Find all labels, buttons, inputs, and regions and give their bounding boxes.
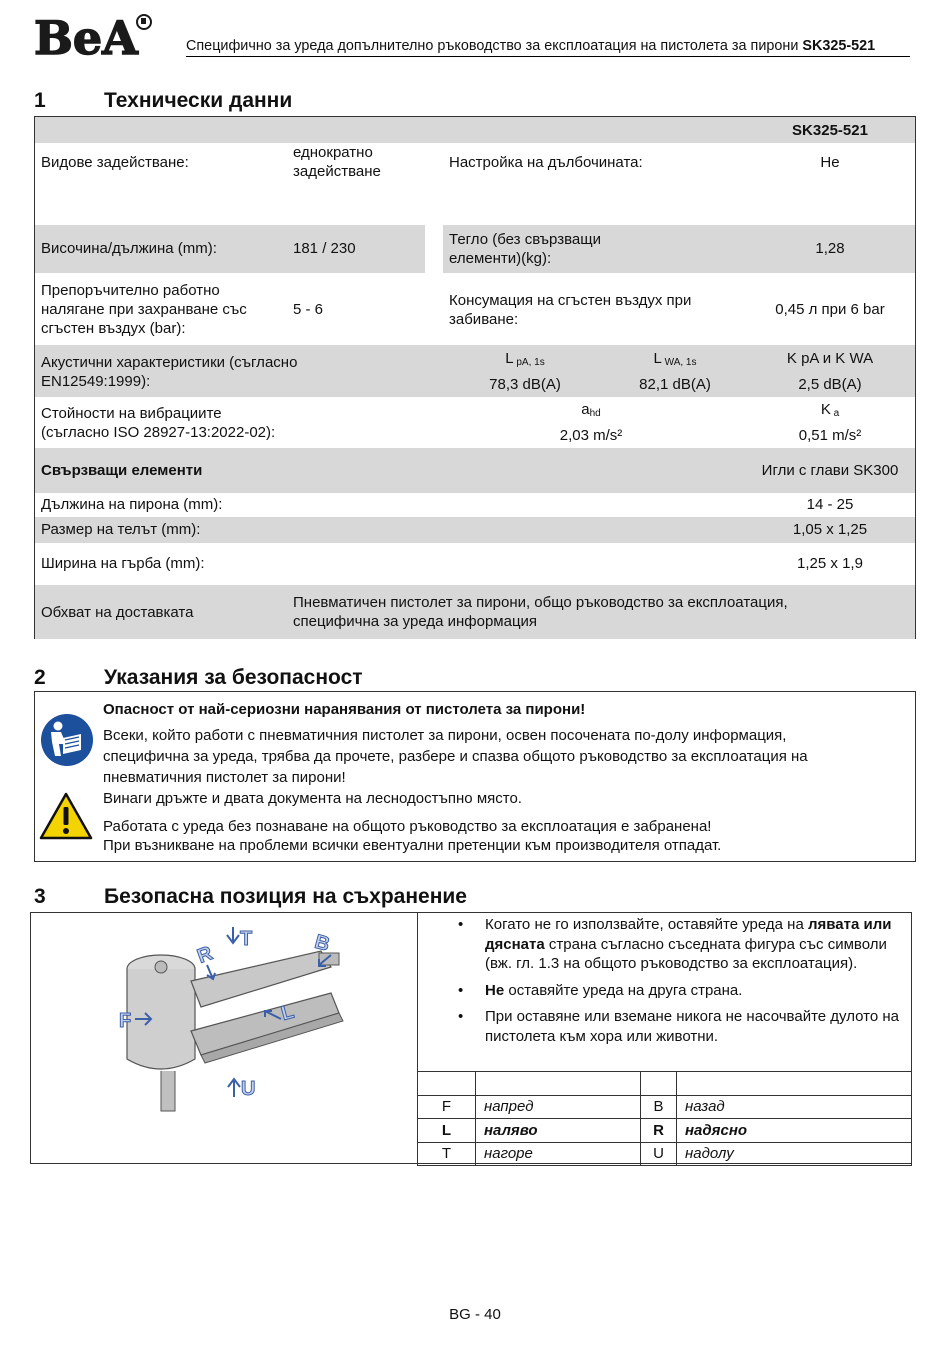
height-label: Височина/дължина (mm): (41, 240, 217, 257)
safety-line-6: При възникване на проблеми всички евентуални претенции към производителя отпадат. (103, 837, 722, 854)
arrow-l-icon (259, 993, 303, 1031)
section-3-title: 3 Безопасна позиция на съхранение (34, 885, 467, 908)
safety-line-2: специфична за уреда, трябва да прочете, разбере и спазва общото ръководство за експлоатация на (103, 748, 808, 765)
bea-logo (34, 10, 154, 60)
safety-line-3: пневматичния пистолет за пирони! (103, 769, 346, 786)
header-model: SK325-521 (802, 38, 876, 54)
legend-key: R (641, 1119, 677, 1143)
arrow-t-icon (224, 925, 260, 955)
svg-text:L: L (278, 1000, 297, 1026)
arrow-u-icon (225, 1073, 261, 1105)
legend-row (418, 1142, 912, 1166)
safety-line-4: Винаги дръжте и двата документа на леснодостъпно място. (103, 790, 522, 807)
legend-header-row (418, 1072, 912, 1096)
header-rule (186, 56, 910, 57)
legend-key: L (418, 1119, 476, 1143)
header-text: Специфично за уреда допълнително ръководство за експлоатация на пистолета за пирони SK325-521 (186, 38, 876, 54)
ka-symbol: K $_a$ (820, 401, 840, 419)
legend-value: нагоре (476, 1142, 641, 1166)
legend-key: U (641, 1142, 677, 1166)
legend-key: F (418, 1095, 476, 1119)
arrow-f-icon (117, 1003, 157, 1043)
svg-text:R: R (195, 942, 216, 968)
svg-text:T: T (240, 928, 253, 950)
svg-text:F: F (119, 1010, 132, 1032)
wire-size-value: 1,05 x 1,25 (792, 521, 868, 538)
read-manual-icon (39, 712, 95, 772)
arrow-r-icon (195, 941, 225, 991)
k-acoustic-value: 2,5 dB(A) (798, 376, 862, 393)
lpa-symbol: L $_{pA, 1s}$ (505, 350, 545, 368)
vibration-label-2: (съгласно ISO 28927-13:2022-02): (41, 424, 276, 441)
air-label-1: Консумация на сгъстен въздух при (449, 292, 692, 309)
vibration-label-1: Стойности на вибрациите (41, 405, 222, 422)
tech-data-table (34, 116, 916, 639)
wire-size-label: Размер на телът (mm): (41, 521, 201, 538)
legend-key: T (418, 1142, 476, 1166)
storage-bullets (451, 915, 913, 1053)
weight-label-1: Тегло (без свързващи (449, 231, 601, 248)
nail-length-value: 14 - 25 (806, 496, 854, 513)
acoustic-label-1: Акустични характеристики (съгласно (41, 354, 298, 371)
pressure-value: 5 - 6 (293, 301, 324, 318)
depth-value: Не (820, 154, 840, 171)
fasteners-label: Свързващи елементи (41, 462, 203, 479)
safety-line-5: Работата с уреда без познаване на общото ръководство за експлоатация е забранена! (103, 818, 712, 835)
lpa-value: 78,3 dB(A) (489, 376, 561, 393)
k-acoustic-label: K pA и K WA (786, 350, 874, 367)
model-header: SK325-521 (792, 122, 868, 139)
delivery-value-1: Пневматичен пистолет за пирони, общо ръководство за експлоатация, (293, 594, 788, 611)
legend-value: наляво (476, 1119, 641, 1143)
svg-text:B: B (312, 930, 333, 956)
air-value: 0,45 л при 6 bar (775, 301, 885, 318)
nail-length-label: Дължина на пирона (mm): (41, 496, 223, 513)
legend-value: напред (476, 1095, 641, 1119)
svg-text:U: U (241, 1078, 256, 1100)
section-1-title: 1 Технически данни (34, 89, 293, 112)
crown-width-label: Ширина на гърба (mm): (41, 555, 205, 572)
pressure-label-2: налягане при захранване със (41, 301, 247, 318)
legend-value: назад (677, 1095, 912, 1119)
weight-value: 1,28 (815, 240, 845, 257)
safety-box (34, 691, 916, 862)
bullet-1: • Когато не го използвайте, оставяйте уреда на лявата или дясната страна съгласно съседната фигура със символи (вж. гл. 1.3 на общото ръководство за експлоатация). (451, 915, 913, 974)
safety-heading: Опасност от най-сериозни наранявания от пистолета за пирони! (103, 701, 586, 718)
direction-legend-table (417, 1071, 912, 1166)
height-value: 181 / 230 (293, 240, 356, 257)
lwa-value: 82,1 dB(A) (639, 376, 711, 393)
ahd-symbol: $a_{hd}$ (581, 401, 601, 419)
bullet-2: • Не оставяйте уреда на друга страна. (451, 981, 913, 1001)
legend-value: надясно (677, 1119, 912, 1143)
fasteners-value: Игли с глави SK300 (761, 462, 899, 479)
delivery-label: Обхват на доставката (41, 604, 194, 621)
acoustic-label-2: EN12549:1999): (41, 373, 151, 390)
bullet-3: • При оставяне или вземане никога не насочвайте дулото на пистолета към хора или животни. (451, 1007, 913, 1046)
ahd-value: 2,03 m/s² (559, 427, 623, 444)
lwa-symbol: L $_{WA, 1s}$ (653, 350, 697, 368)
actuation-value-2: задействане (293, 163, 381, 180)
weight-label-2: елементи)(kg): (449, 250, 552, 267)
actuation-value-1: еднократно (293, 144, 373, 161)
legend-key: B (641, 1095, 677, 1119)
legend-value: надолу (677, 1142, 912, 1166)
crown-width-value: 1,25 x 1,9 (797, 555, 863, 572)
air-label-2: забиване: (449, 311, 519, 328)
ka-value: 0,51 m/s² (798, 427, 862, 444)
svg-text:BeA: BeA (34, 11, 138, 60)
storage-box (30, 912, 912, 1164)
delivery-value-2: специфична за уреда информация (293, 613, 538, 630)
depth-label: Настройка на дълбочината: (449, 154, 643, 171)
pressure-label-3: сгъстен въздух (bar): (41, 320, 186, 337)
section-2-title: 2 Указания за безопасност (34, 666, 363, 689)
legend-row (418, 1095, 912, 1119)
warning-icon (39, 792, 93, 844)
legend-row (418, 1119, 912, 1143)
page-number: BG - 40 (449, 1306, 501, 1323)
arrow-b-icon (307, 925, 347, 977)
pressure-label-1: Препоръчително работно (41, 282, 220, 299)
actuation-label: Видове задействане: (41, 154, 189, 171)
safety-line-1: Всеки, който работи с пневматичния пистолет за пирони, освен посочената по-долу информация, (103, 727, 787, 744)
